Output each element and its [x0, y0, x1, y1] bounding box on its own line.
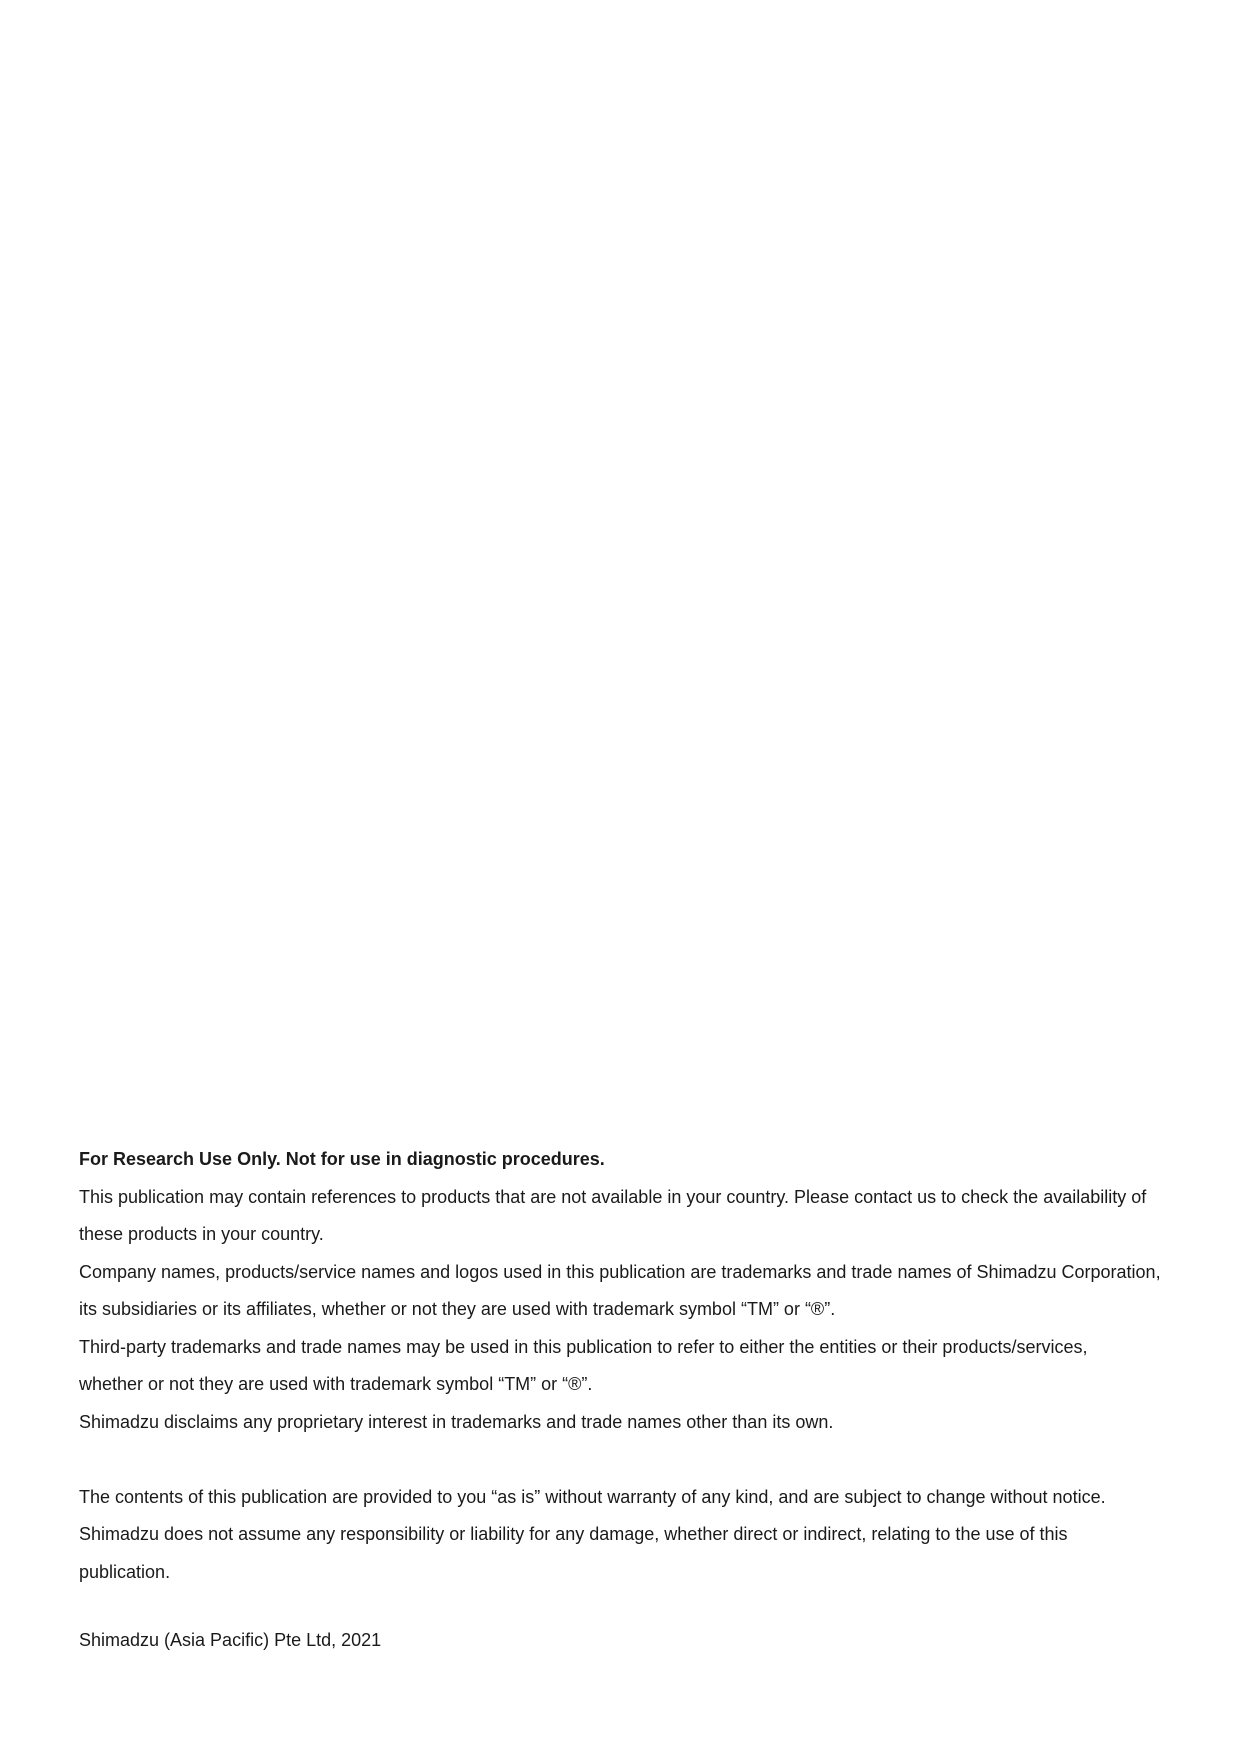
disclaimer-line: whether or not they are used with trademark symbol “TM” or “®”. [79, 1374, 593, 1394]
disclaimer-block [79, 1141, 1169, 1591]
disclaimer-line: The contents of this publication are provided to you “as is” without warranty of any kind, and are subject to change without notice. [79, 1486, 1106, 1507]
disclaimer-line: Shimadzu disclaims any proprietary interest in trademarks and trade names other than its own. [79, 1411, 834, 1432]
copyright-notice: Shimadzu (Asia Pacific) Pte Ltd, 2021 [79, 1630, 382, 1650]
disclaimer-line: its subsidiaries or its affiliates, whether or not they are used with trademark symbol “TM” or “®”. [79, 1299, 836, 1319]
disclaimer-line: publication. [79, 1561, 171, 1582]
disclaimer-line: This publication may contain references to products that are not available in your country. Please contact us to check the availability of [79, 1186, 1147, 1207]
paragraph-spacer [79, 1441, 1169, 1479]
disclaimer-line: these products in your country. [79, 1224, 324, 1244]
research-use-notice: For Research Use Only. Not for use in diagnostic procedures. [79, 1149, 605, 1169]
disclaimer-line: Shimadzu does not assume any responsibility or liability for any damage, whether direct or indirect, relating to the use of this [79, 1524, 1068, 1544]
disclaimer-line: Company names, products/service names and logos used in this publication are trademarks and trade names of Shimadzu Corporation, [79, 1261, 1161, 1282]
disclaimer-line: Third-party trademarks and trade names may be used in this publication to refer to either the entities or their products/services, [79, 1336, 1088, 1357]
